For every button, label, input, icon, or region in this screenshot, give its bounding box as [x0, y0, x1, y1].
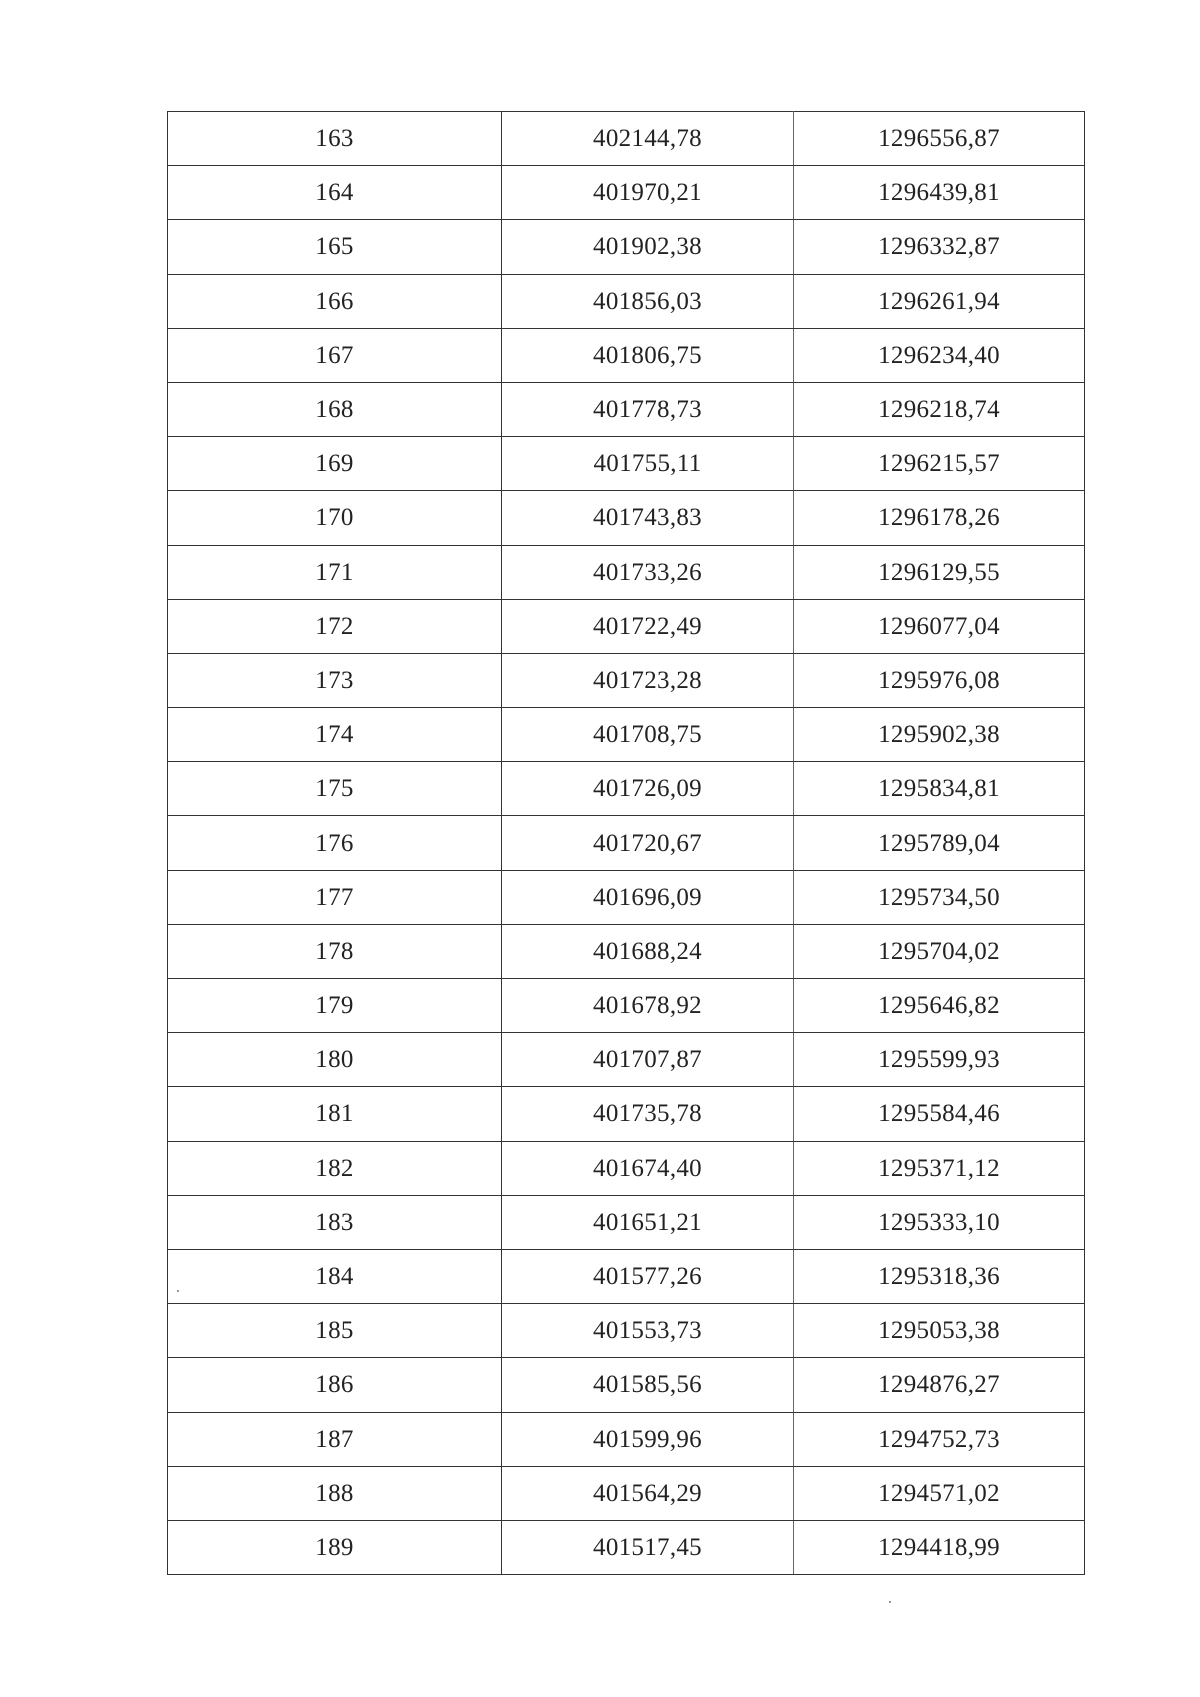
point-number-cell: 181: [168, 1087, 502, 1141]
x-coordinate-cell: 401778,73: [502, 382, 794, 436]
x-coordinate-cell: 401585,56: [502, 1358, 794, 1412]
y-coordinate-cell: 1295333,10: [794, 1195, 1085, 1249]
y-coordinate-cell: 1295734,50: [794, 870, 1085, 924]
x-coordinate-cell: 401517,45: [502, 1520, 794, 1574]
x-coordinate-cell: 401553,73: [502, 1304, 794, 1358]
table-row: [168, 220, 1085, 274]
table-row: [168, 1141, 1085, 1195]
table-row: [168, 1087, 1085, 1141]
x-coordinate-cell: 401970,21: [502, 166, 794, 220]
x-coordinate-cell: 401674,40: [502, 1141, 794, 1195]
point-number-cell: 186: [168, 1358, 502, 1412]
table-row: [168, 708, 1085, 762]
table-row: [168, 328, 1085, 382]
point-number-cell: 182: [168, 1141, 502, 1195]
y-coordinate-cell: 1296332,87: [794, 220, 1085, 274]
y-coordinate-cell: 1296129,55: [794, 545, 1085, 599]
table-row: [168, 437, 1085, 491]
table-row: [168, 1520, 1085, 1574]
y-coordinate-cell: 1295053,38: [794, 1304, 1085, 1358]
x-coordinate-cell: 401599,96: [502, 1412, 794, 1466]
y-coordinate-cell: 1295584,46: [794, 1087, 1085, 1141]
y-coordinate-cell: 1295318,36: [794, 1249, 1085, 1303]
table-row: [168, 816, 1085, 870]
y-coordinate-cell: 1295599,93: [794, 1033, 1085, 1087]
y-coordinate-cell: 1296234,40: [794, 328, 1085, 382]
table-row: [168, 382, 1085, 436]
point-number-cell: 185: [168, 1304, 502, 1358]
y-coordinate-cell: 1294418,99: [794, 1520, 1085, 1574]
table-row: [168, 1304, 1085, 1358]
point-number-cell: 164: [168, 166, 502, 220]
y-coordinate-cell: 1296439,81: [794, 166, 1085, 220]
point-number-cell: 187: [168, 1412, 502, 1466]
y-coordinate-cell: 1296215,57: [794, 437, 1085, 491]
table-row: [168, 1195, 1085, 1249]
point-number-cell: 189: [168, 1520, 502, 1574]
x-coordinate-cell: 401902,38: [502, 220, 794, 274]
point-number-cell: 175: [168, 762, 502, 816]
y-coordinate-cell: 1296178,26: [794, 491, 1085, 545]
point-number-cell: 166: [168, 274, 502, 328]
table-row: [168, 1412, 1085, 1466]
table-row: [168, 762, 1085, 816]
y-coordinate-cell: 1296077,04: [794, 599, 1085, 653]
point-number-cell: 184: [168, 1249, 502, 1303]
y-coordinate-cell: 1294571,02: [794, 1466, 1085, 1520]
x-coordinate-cell: 401651,21: [502, 1195, 794, 1249]
table-row: [168, 1466, 1085, 1520]
y-coordinate-cell: 1295704,02: [794, 924, 1085, 978]
x-coordinate-cell: 401735,78: [502, 1087, 794, 1141]
y-coordinate-cell: 1295834,81: [794, 762, 1085, 816]
point-number-cell: 173: [168, 653, 502, 707]
x-coordinate-cell: 401708,75: [502, 708, 794, 762]
y-coordinate-cell: 1296218,74: [794, 382, 1085, 436]
x-coordinate-cell: 401743,83: [502, 491, 794, 545]
table-row: [168, 870, 1085, 924]
point-number-cell: 183: [168, 1195, 502, 1249]
y-coordinate-cell: 1295646,82: [794, 979, 1085, 1033]
point-number-cell: 176: [168, 816, 502, 870]
point-number-cell: 180: [168, 1033, 502, 1087]
table-row: [168, 491, 1085, 545]
table-row: [168, 979, 1085, 1033]
table-row: [168, 1358, 1085, 1412]
table-row: [168, 924, 1085, 978]
x-coordinate-cell: 401678,92: [502, 979, 794, 1033]
x-coordinate-cell: 401688,24: [502, 924, 794, 978]
point-number-cell: 172: [168, 599, 502, 653]
point-number-cell: 188: [168, 1466, 502, 1520]
x-coordinate-cell: 402144,78: [502, 112, 794, 166]
y-coordinate-cell: 1295789,04: [794, 816, 1085, 870]
x-coordinate-cell: 401696,09: [502, 870, 794, 924]
point-number-cell: 168: [168, 382, 502, 436]
x-coordinate-cell: 401720,67: [502, 816, 794, 870]
y-coordinate-cell: 1294752,73: [794, 1412, 1085, 1466]
table-row: [168, 1033, 1085, 1087]
x-coordinate-cell: 401856,03: [502, 274, 794, 328]
table-row: [168, 1249, 1085, 1303]
x-coordinate-cell: 401806,75: [502, 328, 794, 382]
table-row: [168, 653, 1085, 707]
table-row: [168, 166, 1085, 220]
point-number-cell: 171: [168, 545, 502, 599]
scan-speck: [177, 1290, 179, 1292]
x-coordinate-cell: 401577,26: [502, 1249, 794, 1303]
point-number-cell: 167: [168, 328, 502, 382]
scan-speck: [889, 1601, 891, 1603]
point-number-cell: 165: [168, 220, 502, 274]
table-row: [168, 112, 1085, 166]
table-row: [168, 274, 1085, 328]
y-coordinate-cell: 1295902,38: [794, 708, 1085, 762]
table-row: [168, 599, 1085, 653]
coordinates-table: [167, 111, 1085, 1575]
y-coordinate-cell: 1295371,12: [794, 1141, 1085, 1195]
table-row: [168, 545, 1085, 599]
y-coordinate-cell: 1296261,94: [794, 274, 1085, 328]
point-number-cell: 179: [168, 979, 502, 1033]
x-coordinate-cell: 401707,87: [502, 1033, 794, 1087]
y-coordinate-cell: 1296556,87: [794, 112, 1085, 166]
x-coordinate-cell: 401722,49: [502, 599, 794, 653]
point-number-cell: 170: [168, 491, 502, 545]
coordinates-table-body: [168, 112, 1085, 1575]
y-coordinate-cell: 1295976,08: [794, 653, 1085, 707]
x-coordinate-cell: 401723,28: [502, 653, 794, 707]
point-number-cell: 178: [168, 924, 502, 978]
point-number-cell: 169: [168, 437, 502, 491]
point-number-cell: 174: [168, 708, 502, 762]
point-number-cell: 163: [168, 112, 502, 166]
y-coordinate-cell: 1294876,27: [794, 1358, 1085, 1412]
x-coordinate-cell: 401564,29: [502, 1466, 794, 1520]
point-number-cell: 177: [168, 870, 502, 924]
x-coordinate-cell: 401726,09: [502, 762, 794, 816]
x-coordinate-cell: 401755,11: [502, 437, 794, 491]
x-coordinate-cell: 401733,26: [502, 545, 794, 599]
